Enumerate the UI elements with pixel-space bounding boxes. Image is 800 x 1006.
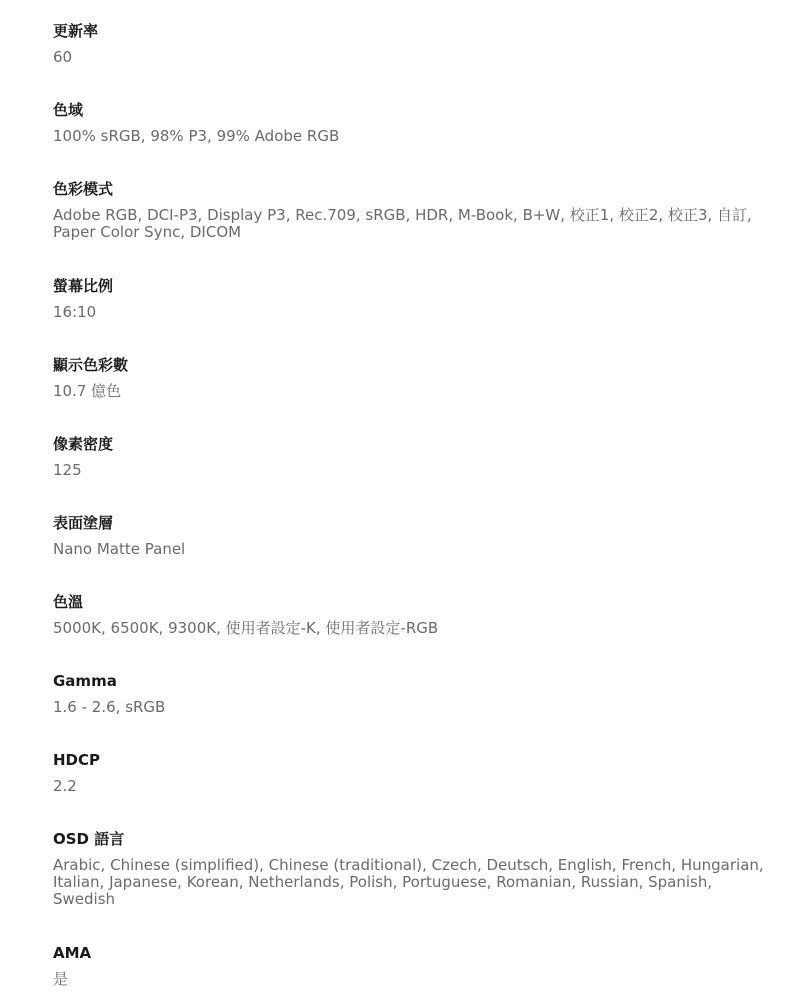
spec-pixel-density: [53, 434, 773, 479]
spec-hdcp: [53, 750, 773, 795]
spec-value: 10.7 億色: [53, 382, 122, 400]
spec-value: Arabic, Chinese (simplified), Chinese (traditional), Czech, Deutsch, English, French, Hungarian, Italian, Japanese, Korean, Netherlands, Polish, Portuguese, Romanian, Russian, Spanish, Swedish: [53, 856, 764, 908]
spec-value: 100% sRGB, 98% P3, 99% Adobe RGB: [53, 127, 340, 145]
spec-osd-language: [53, 829, 773, 908]
spec-label: 顯示色彩數: [53, 356, 129, 374]
spec-display-colors: [53, 355, 773, 400]
spec-label: 色域: [53, 101, 84, 119]
spec-label: OSD 語言: [53, 830, 125, 848]
spec-label: Gamma: [53, 672, 117, 690]
spec-color-gamut: [53, 100, 773, 145]
spec-label: AMA: [53, 944, 92, 962]
spec-surface-coating: [53, 513, 773, 558]
spec-color-temperature: [53, 592, 773, 637]
spec-value: 125: [53, 461, 82, 479]
spec-label: 像素密度: [53, 435, 114, 453]
spec-value: 是: [53, 970, 69, 988]
spec-value: 60: [53, 48, 73, 66]
spec-label: 更新率: [53, 22, 99, 40]
spec-value: 5000K, 6500K, 9300K, 使用者設定-K, 使用者設定-RGB: [53, 619, 439, 637]
spec-refresh-rate: [53, 21, 773, 66]
spec-value: 1.6 - 2.6, sRGB: [53, 698, 166, 716]
spec-gamma: [53, 671, 773, 716]
spec-value: 16:10: [53, 303, 97, 321]
spec-value: Adobe RGB, DCI-P3, Display P3, Rec.709, sRGB, HDR, M-Book, B+W, 校正1, 校正2, 校正3, 自訂, Paper Color Sync, DICOM: [53, 206, 752, 241]
spec-label: 表面塗層: [53, 514, 114, 532]
spec-label: 色溫: [53, 593, 84, 611]
spec-label: 色彩模式: [53, 180, 114, 198]
spec-value: Nano Matte Panel: [53, 540, 186, 558]
spec-color-modes: [53, 179, 773, 241]
spec-ama: [53, 943, 773, 988]
spec-label: 螢幕比例: [53, 277, 114, 295]
spec-aspect-ratio: [53, 276, 773, 321]
spec-value: 2.2: [53, 777, 77, 795]
spec-label: HDCP: [53, 751, 101, 769]
